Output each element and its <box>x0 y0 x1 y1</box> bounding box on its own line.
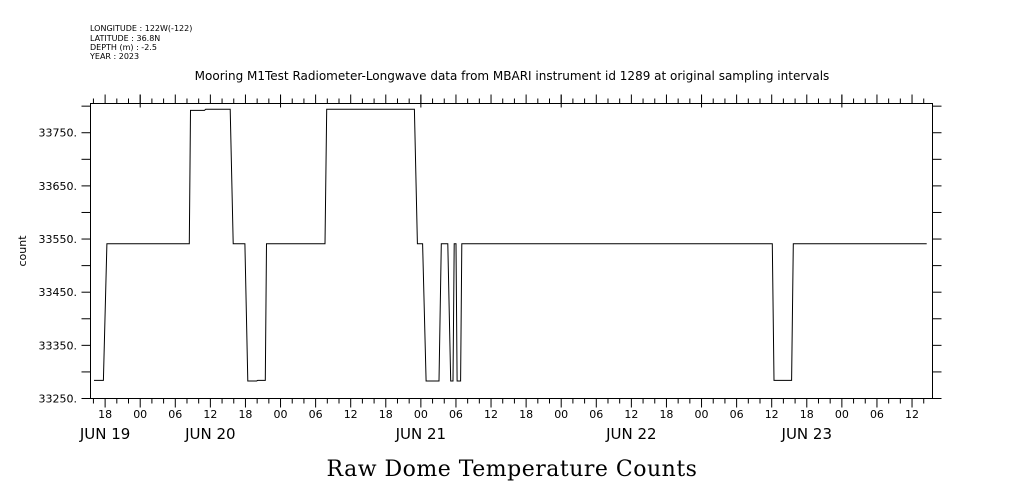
x-tick-label: 12 <box>764 408 779 421</box>
x-tick-label: 12 <box>905 408 920 421</box>
x-tick-label: 18 <box>378 408 393 421</box>
x-tick-label: 06 <box>869 408 884 421</box>
x-tick-label: 06 <box>729 408 744 421</box>
meta-year: YEAR : 2023 <box>90 52 140 61</box>
y-tick-label: 33350. <box>38 339 77 353</box>
meta-longitude: LONGITUDE : 122W(-122) <box>90 24 193 33</box>
y-axis-label: count <box>16 235 29 267</box>
chart-caption: Raw Dome Temperature Counts <box>326 457 698 482</box>
x-tick-label: 06 <box>589 408 604 421</box>
y-tick-label: 33750. <box>38 126 77 140</box>
x-tick-label: 18 <box>519 408 534 421</box>
date-label: JUN 23 <box>781 425 833 443</box>
date-label: JUN 20 <box>185 425 236 443</box>
meta-depth: DEPTH (m) : -2.5 <box>90 43 157 52</box>
series-line <box>94 109 927 381</box>
x-tick-label: 12 <box>203 408 218 421</box>
x-tick-label: 18 <box>238 408 253 421</box>
x-tick-label: 00 <box>694 408 709 421</box>
x-tick-label: 18 <box>799 408 814 421</box>
x-tick-label: 12 <box>484 408 499 421</box>
date-label: JUN 22 <box>606 425 657 443</box>
date-label: JUN 19 <box>79 425 131 443</box>
x-tick-label: 00 <box>834 408 849 421</box>
metadata-block <box>89 24 192 61</box>
date-label: JUN 21 <box>395 425 447 443</box>
x-tick-label: 00 <box>554 408 569 421</box>
meta-latitude: LATITUDE : 36.8N <box>90 34 161 43</box>
x-tick-label: 06 <box>448 408 463 421</box>
x-tick-label: 06 <box>308 408 323 421</box>
x-tick-label: 00 <box>273 408 288 421</box>
x-tick-label: 12 <box>624 408 639 421</box>
x-tick-label: 06 <box>168 408 183 421</box>
y-tick-label: 33450. <box>38 286 77 300</box>
x-tick-label: 12 <box>343 408 358 421</box>
y-tick-label: 33550. <box>38 233 77 247</box>
data-series <box>94 109 927 381</box>
x-tick-labels <box>98 408 919 421</box>
x-tick-label: 18 <box>659 408 674 421</box>
x-tick-label: 00 <box>413 408 428 421</box>
y-tick-labels <box>39 127 78 406</box>
chart-title: Mooring M1Test Radiometer-Longwave data from MBARI instrument id 1289 at original sampling intervals <box>194 69 830 83</box>
tick-marks <box>82 95 942 408</box>
date-labels <box>79 425 832 443</box>
plot-frame <box>91 104 933 399</box>
x-tick-label: 18 <box>98 408 113 421</box>
y-tick-label: 33650. <box>38 179 77 193</box>
x-tick-label: 00 <box>133 408 148 421</box>
y-tick-label: 33250. <box>38 392 77 406</box>
